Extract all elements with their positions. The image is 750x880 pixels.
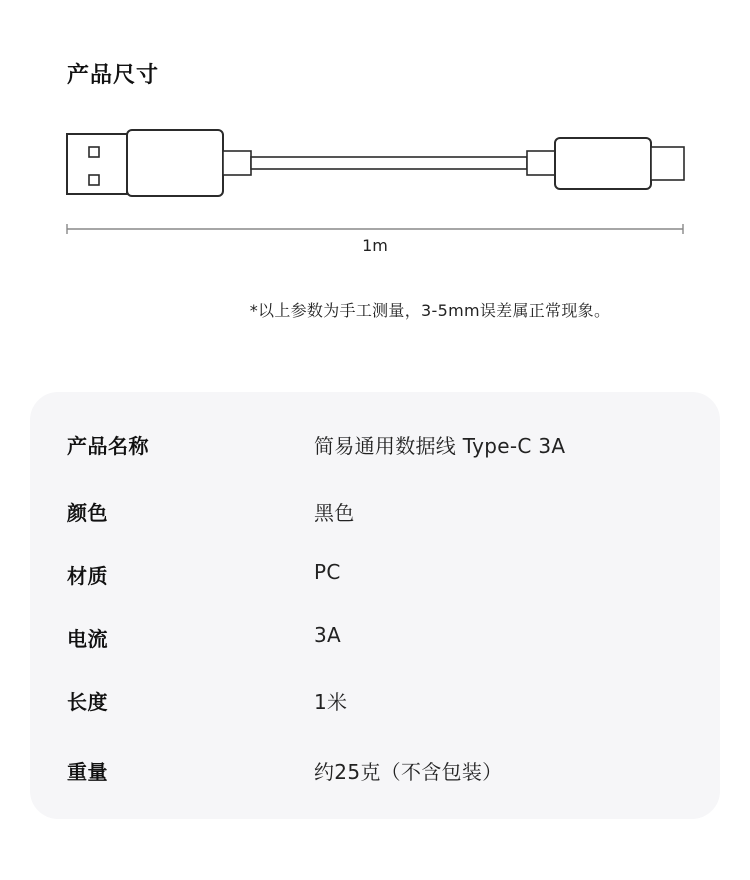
right-strain-relief xyxy=(527,151,555,175)
right-connector-housing xyxy=(555,138,651,189)
spec-row-current xyxy=(30,617,720,657)
spec-key: 产品名称 xyxy=(67,434,149,458)
spec-key: 长度 xyxy=(67,690,108,714)
spec-value: 黑色 xyxy=(314,501,355,525)
spec-value: PC xyxy=(314,560,341,584)
spec-key: 材质 xyxy=(67,564,108,588)
cable-body xyxy=(251,157,527,169)
spec-row-weight xyxy=(30,750,720,790)
spec-value: 3A xyxy=(314,623,342,647)
cable-diagram xyxy=(0,0,750,240)
spec-card xyxy=(30,392,720,819)
spec-row-color xyxy=(30,491,720,531)
spec-row-material xyxy=(30,554,720,594)
spec-row-name xyxy=(30,424,720,464)
spec-key: 重量 xyxy=(67,760,108,784)
left-connector-housing xyxy=(127,130,223,196)
spec-value: 约25克（不含包装） xyxy=(314,760,503,784)
spec-value: 1米 xyxy=(314,690,348,714)
left-strain-relief xyxy=(223,151,251,175)
length-label: 1m xyxy=(362,236,388,255)
type-c-plug xyxy=(651,147,684,180)
section-title: 产品尺寸 xyxy=(67,63,160,88)
spec-key: 颜色 xyxy=(67,501,108,525)
usb-a-pin-hole-top xyxy=(89,147,99,157)
usb-a-pin-hole-bottom xyxy=(89,175,99,185)
measurement-note: *以上参数为手工测量，3-5mm误差属正常现象。 xyxy=(249,301,611,320)
spec-value: 简易通用数据线 Type-C 3A xyxy=(314,434,566,458)
spec-row-length xyxy=(30,680,720,720)
spec-key: 电流 xyxy=(67,627,108,651)
